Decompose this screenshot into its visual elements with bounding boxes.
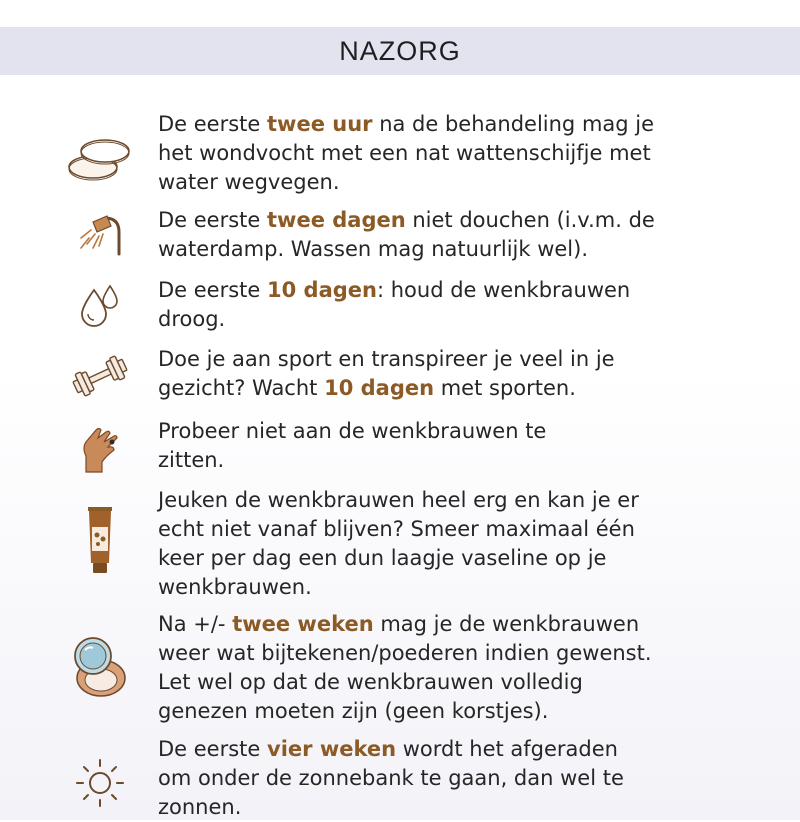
- text-line: [158, 546, 606, 570]
- body-text: genezen moeten zijn (geen korstjes).: [158, 699, 549, 723]
- text-line: [158, 376, 576, 400]
- shower-icon: [62, 210, 138, 260]
- text-line: [158, 112, 654, 136]
- text-line: [158, 766, 624, 790]
- aftercare-text-2: [158, 206, 778, 264]
- highlight-text: 10 dagen: [267, 278, 377, 302]
- text-line: [158, 278, 630, 302]
- text-line: [158, 575, 312, 599]
- highlight-text: 10 dagen: [324, 376, 435, 400]
- body-text: na de behandeling mag je: [372, 112, 655, 136]
- body-text: Probeer niet aan de wenkbrauwen te: [158, 419, 547, 443]
- text-line: [158, 737, 618, 761]
- text-line: [158, 237, 588, 261]
- body-text: Jeuken de wenkbrauwen heel erg en kan je er: [158, 488, 639, 512]
- body-text: Na +/-: [158, 612, 233, 636]
- body-text: zitten.: [158, 448, 225, 472]
- body-text: mag je de wenkbrauwen: [373, 612, 640, 636]
- text-line: [158, 419, 546, 443]
- text-line: [158, 517, 635, 541]
- aftercare-text-6: [158, 486, 778, 602]
- body-text: droog.: [158, 307, 226, 331]
- body-text: met sporten.: [434, 376, 576, 400]
- body-text: het wondvocht met een nat wattenschijfje met: [158, 141, 651, 165]
- body-text: echt niet vanaf blijven? Smeer maximaal één: [158, 517, 635, 541]
- text-line: [158, 641, 652, 665]
- text-line: [158, 307, 225, 331]
- text-line: [158, 795, 241, 819]
- aftercare-text-4: [158, 345, 778, 403]
- compact-powder-icon: [62, 632, 138, 702]
- body-text: waterdamp. Wassen mag natuurlijk wel).: [158, 237, 589, 261]
- text-line: [158, 488, 639, 512]
- body-text: De eerste: [158, 112, 268, 136]
- body-text: keer per dag een dun laagje vaseline op je: [158, 546, 607, 570]
- highlight-text: twee dagen: [267, 208, 406, 232]
- page-title: NAZORG: [339, 35, 461, 66]
- body-text: om onder de zonnebank te gaan, dan wel te: [158, 766, 624, 790]
- dumbbell-icon: [62, 351, 138, 401]
- water-drops-icon: [62, 280, 138, 330]
- text-line: [158, 699, 548, 723]
- header-banner: [0, 27, 800, 75]
- highlight-text: twee weken: [232, 612, 374, 636]
- body-text: wordt het afgeraden: [396, 737, 618, 761]
- highlight-text: vier weken: [267, 737, 397, 761]
- text-line: [158, 347, 615, 371]
- text-line: [158, 170, 340, 194]
- sun-icon: [62, 753, 138, 813]
- highlight-text: twee uur: [267, 112, 373, 136]
- aftercare-text-8: [158, 735, 778, 822]
- hand-icon: [62, 421, 138, 475]
- cotton-pads-icon: [62, 128, 138, 188]
- aftercare-text-1: [158, 110, 778, 197]
- text-line: [158, 612, 639, 636]
- body-text: weer wat bijtekenen/poederen indien gewenst.: [158, 641, 652, 665]
- body-text: water wegvegen.: [158, 170, 340, 194]
- body-text: wenkbrauwen.: [158, 575, 312, 599]
- text-line: [158, 208, 655, 232]
- text-line: [158, 448, 224, 472]
- body-text: : houd de wenkbrauwen: [376, 278, 631, 302]
- body-text: Doe je aan sport en transpireer je veel in je: [158, 347, 615, 371]
- body-text: De eerste: [158, 737, 268, 761]
- aftercare-text-3: [158, 276, 778, 334]
- aftercare-text-5: [158, 417, 778, 475]
- body-text: zonnen.: [158, 795, 242, 819]
- aftercare-text-7: [158, 610, 778, 726]
- body-text: De eerste: [158, 278, 268, 302]
- body-text: Let wel op dat de wenkbrauwen volledig: [158, 670, 583, 694]
- body-text: gezicht? Wacht: [158, 376, 325, 400]
- body-text: niet douchen (i.v.m. de: [405, 208, 655, 232]
- ointment-tube-icon: [62, 506, 138, 576]
- body-text: De eerste: [158, 208, 268, 232]
- text-line: [158, 141, 651, 165]
- text-line: [158, 670, 583, 694]
